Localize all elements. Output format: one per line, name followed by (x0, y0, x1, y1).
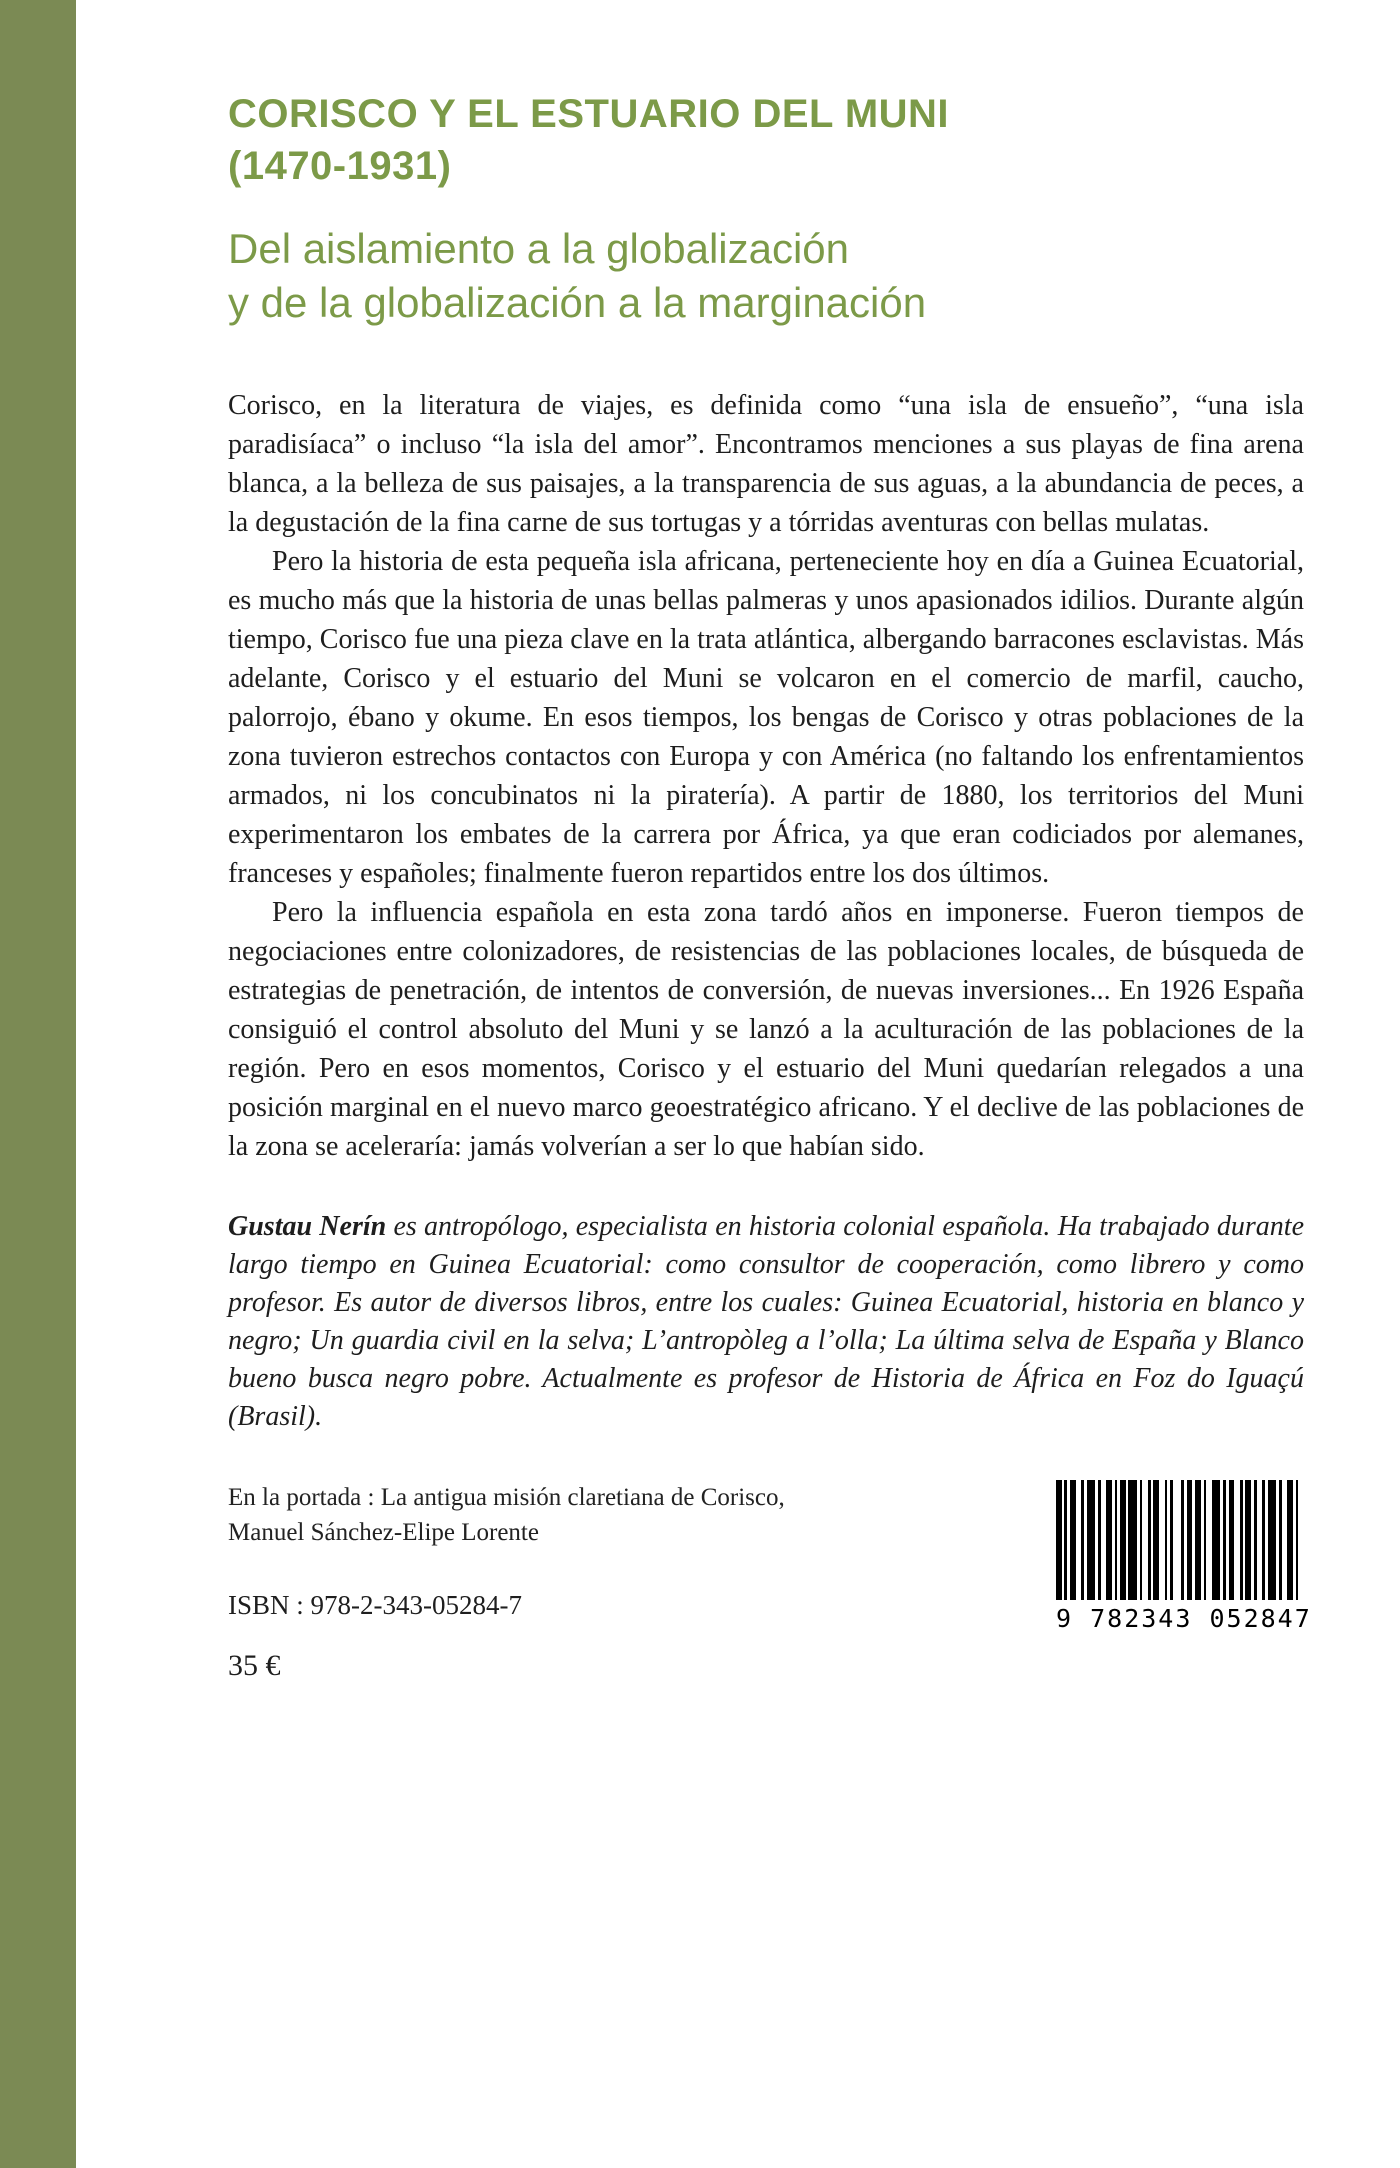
cover-credit-line2: Manuel Sánchez-Elipe Lorente (228, 1518, 539, 1546)
book-title-line2: (1470-1931) (228, 144, 452, 188)
synopsis-paragraph-1: Corisco, en la literatura de viajes, es definida como “una isla de ensueño”, “una isla paradisíaca” o incluso “la isla del amor”. Encontramos menciones a sus playas de fina arena blanca, a la belleza de sus paisajes, a la transparencia de sus aguas, a la abundancia de peces, a la degustación de la fina carne de sus tortugas y a tórridas aventuras con bellas mulatas. (228, 389, 1304, 538)
author-bio (228, 1208, 1304, 1436)
book-subtitle-line1: Del aislamiento a la globalización (228, 225, 850, 272)
barcode (1056, 1480, 1312, 1633)
left-accent-stripe (0, 0, 76, 2168)
book-title-line1: CORISCO Y EL ESTUARIO DEL MUNI (228, 92, 950, 136)
isbn: ISBN : 978-2-343-05284-7 (228, 1589, 522, 1620)
back-cover-content (228, 0, 1312, 1740)
cover-credit-line1: En la portada : La antigua misión claretiana de Corisco, (228, 1483, 785, 1511)
barcode-number: 9 782343 052847 (1056, 1603, 1312, 1633)
price: 35 € (228, 1648, 281, 1682)
book-subtitle-line2: y de la globalización a la marginación (228, 278, 927, 326)
author-bio-text: es antropólogo, especialista en historia colonial española. Ha trabajado durante largo tiempo en Guinea Ecuatorial: como consultor de cooperación, como librero y como profesor. Es autor de diversos libros, entre los cuales: Guinea Ecuatorial, historia en blanco y negro; Un guardia civil en la selva; L’antropòleg a l’olla; La última selva de España y Blanco bueno busca negro pobre. Actualmente es profesor de Historia de África en Foz do Iguaçú (Brasil). (228, 1210, 1304, 1432)
synopsis (228, 386, 1304, 1166)
footer (228, 1480, 1312, 1740)
barcode-bars (1056, 1480, 1304, 1600)
book-subtitle (228, 222, 1304, 330)
book-title (228, 88, 1304, 192)
synopsis-paragraph-3: Pero la influencia española en esta zona tardó años en imponerse. Fueron tiempos de negociaciones entre colonizadores, de resistencias de las poblaciones locales, de búsqueda de estrategias de penetración, de intentos de conversión, de nuevas inversiones... En 1926 España consiguió el control absoluto del Muni y se lanzó a la aculturación de las poblaciones de la región. Pero en esos momentos, Corisco y el estuario del Muni quedarían relegados a una posición marginal en el nuevo marco geoestratégico africano. Y el declive de las poblaciones de la zona se aceleraría: jamás volverían a ser lo que habían sido. (228, 896, 1304, 1162)
synopsis-paragraph-2: Pero la historia de esta pequeña isla africana, perteneciente hoy en día a Guinea Ecuatorial, es mucho más que la historia de unas bellas palmeras y unos apasionados idilios. Durante algún tiempo, Corisco fue una pieza clave en la trata atlántica, albergando barracones esclavistas. Más adelante, Corisco y el estuario del Muni se volcaron en el comercio de marfil, caucho, palorrojo, ébano y okume. En esos tiempos, los bengas de Corisco y otras poblaciones de la zona tuvieron estrechos contactos con Europa y con América (no faltando los enfrentamientos armados, ni los concubinatos ni la piratería). A partir de 1880, los territorios del Muni experimentaron los embates de la carrera por África, ya que eran codiciados por alemanes, franceses y españoles; finalmente fueron repartidos entre los dos últimos. (228, 545, 1304, 889)
author-name: Gustau Nerín (228, 1210, 387, 1242)
